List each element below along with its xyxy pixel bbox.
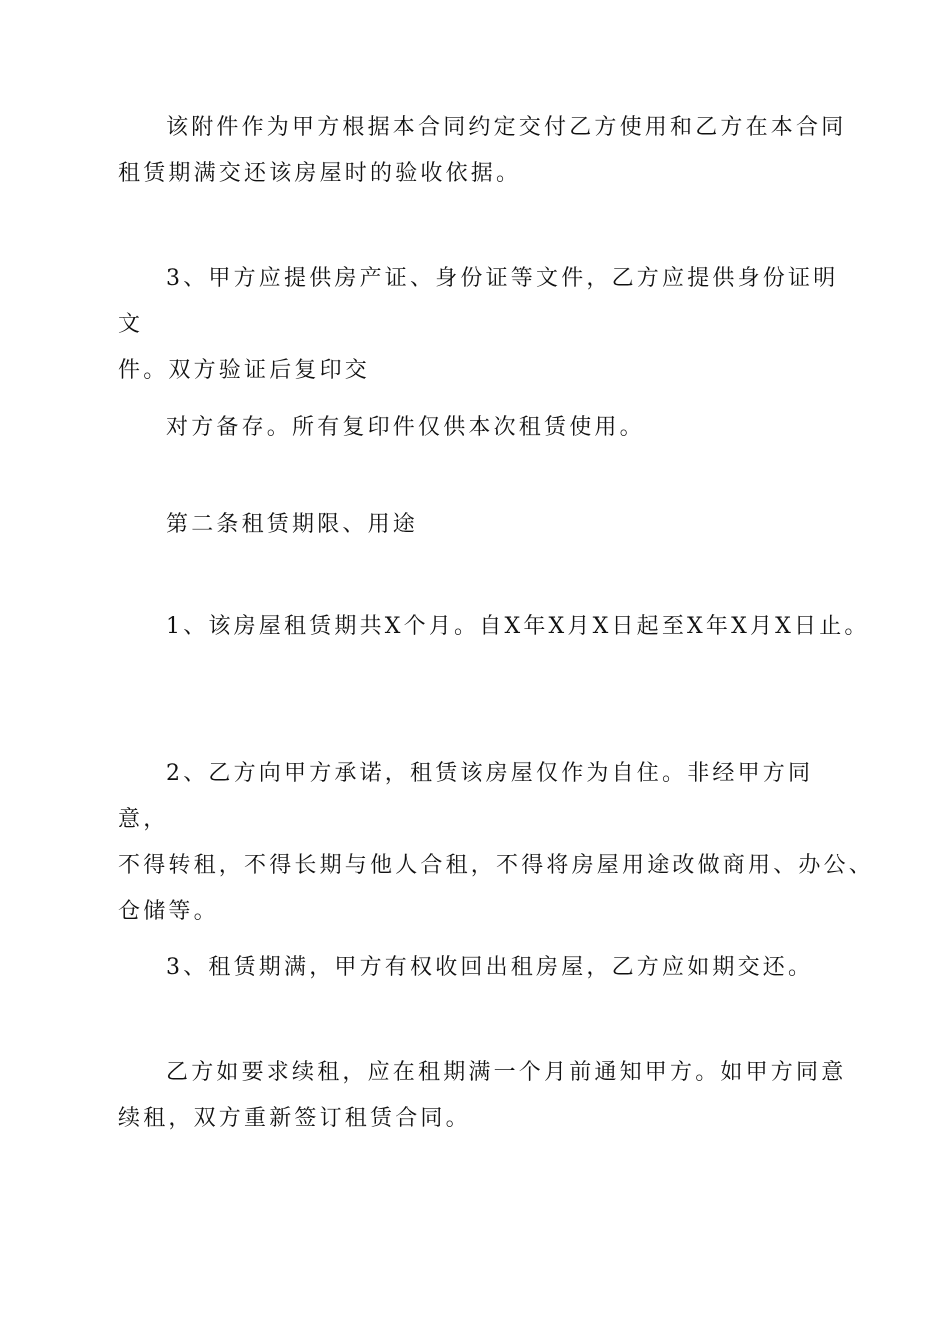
paragraph-line: 件。双方验证后复印交 [118,358,371,383]
paragraph-use-commitment [118,751,875,935]
paragraph-line: 仓储等。 [118,899,219,924]
paragraph-line: 1、该房屋租赁期共X个月。自X年X月X日起至X年X月X日止。 [166,614,870,639]
paragraph-copies-usage [118,405,848,451]
paragraph-line: 2、乙方向甲方承诺，租赁该房屋仅作为自住。非经甲方同意， [118,761,814,832]
paragraph-line: 3、甲方应提供房产证、身份证等文件，乙方应提供身份证明文 [118,266,839,337]
paragraph-lease-expiry [118,945,848,991]
paragraph-line: 第二条租赁期限、用途 [166,512,419,537]
paragraph-acceptance-basis [118,105,848,197]
paragraph-documents-clause [118,256,848,394]
section-heading-article-two [118,502,848,548]
paragraph-line: 3、租赁期满，甲方有权收回出租房屋，乙方应如期交还。 [166,955,814,980]
paragraph-line: 不得转租，不得长期与他人合租，不得将房屋用途改做商用、办公、 [118,853,875,878]
paragraph-lease-term [118,604,870,650]
paragraph-line: 该附件作为甲方根据本合同约定交付乙方使用和乙方在本合同 [166,115,847,140]
paragraph-line: 租赁期满交还该房屋时的验收依据。 [118,161,522,186]
paragraph-renewal [118,1050,848,1142]
paragraph-line: 乙方如要求续租，应在租期满一个月前通知甲方。如甲方同意 [166,1060,847,1085]
paragraph-line: 续租，双方重新签订租赁合同。 [118,1106,471,1131]
paragraph-line: 对方备存。所有复印件仅供本次租赁使用。 [166,415,645,440]
